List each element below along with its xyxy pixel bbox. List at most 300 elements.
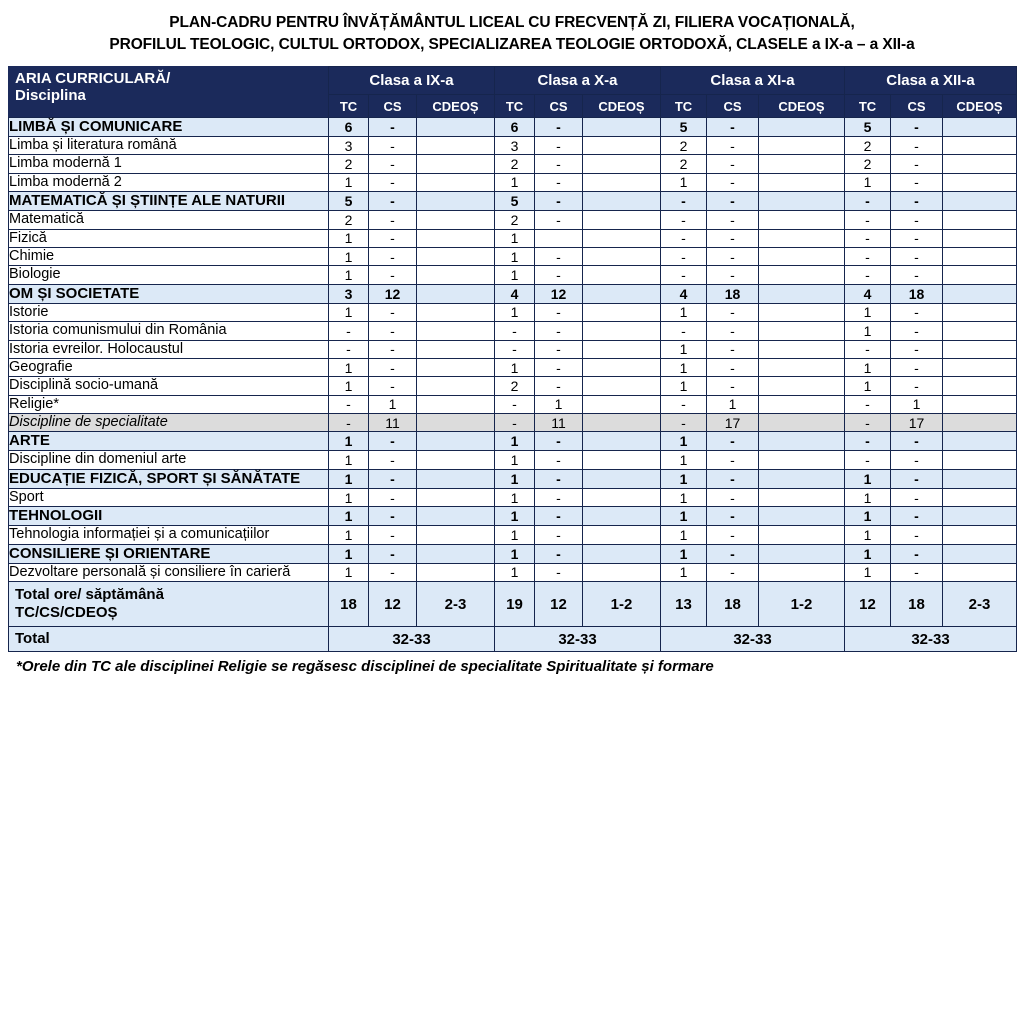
hours-cell: -	[707, 303, 759, 321]
hours-cell	[943, 340, 1017, 358]
hours-cell: 1	[329, 266, 369, 284]
curricular-area-label: ARTE	[9, 432, 329, 451]
hours-cell: -	[661, 192, 707, 211]
hours-cell: -	[707, 137, 759, 155]
total-cell: 2-3	[417, 582, 495, 627]
hours-cell: -	[661, 266, 707, 284]
hours-cell	[943, 266, 1017, 284]
hours-cell	[759, 451, 845, 469]
hours-cell: 1	[495, 432, 535, 451]
hours-cell: 11	[535, 414, 583, 432]
hours-cell	[759, 266, 845, 284]
hours-cell	[417, 395, 495, 413]
hours-cell	[759, 395, 845, 413]
hours-cell	[417, 137, 495, 155]
hours-cell: -	[845, 451, 891, 469]
hours-cell	[943, 526, 1017, 544]
hours-cell: -	[495, 414, 535, 432]
hours-cell: 1	[535, 395, 583, 413]
hours-cell: -	[535, 451, 583, 469]
hours-cell	[943, 322, 1017, 340]
hours-cell: 5	[495, 192, 535, 211]
hours-cell: 1	[329, 173, 369, 191]
hours-cell	[943, 488, 1017, 506]
hours-cell: -	[535, 563, 583, 581]
hours-cell: -	[845, 192, 891, 211]
table-row	[9, 563, 1017, 581]
hours-cell: 18	[707, 284, 759, 303]
hours-cell: 1	[369, 395, 417, 413]
table-row	[9, 414, 1017, 432]
discipline-label: Religie*	[9, 395, 329, 413]
hours-cell: -	[369, 118, 417, 137]
hours-cell	[583, 173, 661, 191]
discipline-label: Istorie	[9, 303, 329, 321]
grand-total-class-9: 32-33	[329, 627, 495, 652]
hours-cell: 1	[845, 544, 891, 563]
hours-cell	[759, 118, 845, 137]
hours-cell: 1	[495, 266, 535, 284]
header-cs-10: CS	[535, 95, 583, 118]
hours-cell: -	[535, 322, 583, 340]
hours-cell: -	[535, 118, 583, 137]
hours-cell	[583, 358, 661, 376]
hours-cell: 1	[329, 544, 369, 563]
hours-cell: 1	[329, 432, 369, 451]
hours-cell	[759, 284, 845, 303]
hours-cell: 1	[329, 563, 369, 581]
hours-cell: -	[707, 432, 759, 451]
hours-cell	[943, 358, 1017, 376]
hours-cell: -	[845, 340, 891, 358]
table-row	[9, 544, 1017, 563]
discipline-label: Matematică	[9, 211, 329, 229]
hours-cell: 1	[495, 526, 535, 544]
hours-cell: 1	[661, 563, 707, 581]
hours-cell: 1	[707, 395, 759, 413]
hours-cell: -	[707, 377, 759, 395]
hours-cell	[417, 284, 495, 303]
hours-cell: 1	[845, 377, 891, 395]
hours-cell	[759, 432, 845, 451]
table-footer	[9, 582, 1017, 652]
hours-cell: -	[535, 469, 583, 488]
hours-cell	[943, 118, 1017, 137]
hours-cell: -	[369, 526, 417, 544]
table-header-classes	[9, 67, 1017, 95]
table-row	[9, 303, 1017, 321]
hours-cell: -	[661, 322, 707, 340]
header-tc-9: TC	[329, 95, 369, 118]
header-area-curriculara	[9, 67, 329, 118]
hours-cell: -	[891, 469, 943, 488]
total-hours-row	[9, 582, 1017, 627]
hours-cell: -	[707, 192, 759, 211]
hours-cell: 1	[661, 173, 707, 191]
hours-cell	[417, 322, 495, 340]
hours-cell: -	[495, 395, 535, 413]
table-row	[9, 432, 1017, 451]
hours-cell: -	[329, 322, 369, 340]
hours-cell	[943, 432, 1017, 451]
hours-cell	[943, 469, 1017, 488]
hours-cell: -	[535, 507, 583, 526]
hours-cell: 1	[845, 322, 891, 340]
hours-cell: -	[845, 432, 891, 451]
hours-cell: -	[845, 229, 891, 247]
discipline-label: Chimie	[9, 247, 329, 265]
hours-cell: 1	[845, 526, 891, 544]
hours-cell	[759, 507, 845, 526]
hours-cell: -	[369, 432, 417, 451]
hours-cell	[583, 211, 661, 229]
hours-cell	[417, 526, 495, 544]
hours-cell: -	[535, 211, 583, 229]
hours-cell	[417, 229, 495, 247]
hours-cell	[759, 340, 845, 358]
hours-cell: -	[535, 340, 583, 358]
hours-cell	[759, 358, 845, 376]
hours-cell	[759, 526, 845, 544]
hours-cell: -	[369, 192, 417, 211]
total-cell: 1-2	[583, 582, 661, 627]
hours-cell	[943, 395, 1017, 413]
discipline-label: Limba și literatura română	[9, 137, 329, 155]
hours-cell	[583, 526, 661, 544]
hours-cell: -	[369, 563, 417, 581]
hours-cell: 1	[661, 451, 707, 469]
hours-cell: 1	[661, 432, 707, 451]
hours-cell: -	[707, 507, 759, 526]
hours-cell	[759, 414, 845, 432]
hours-cell	[417, 414, 495, 432]
total-hours-label-line-2: TC/CS/CDEOȘ	[15, 604, 118, 622]
hours-cell: 1	[495, 563, 535, 581]
hours-cell: -	[661, 247, 707, 265]
grand-total-label: Total	[9, 627, 329, 652]
hours-cell: -	[535, 303, 583, 321]
hours-cell	[417, 432, 495, 451]
hours-cell: -	[369, 247, 417, 265]
hours-cell	[583, 137, 661, 155]
table-row	[9, 377, 1017, 395]
hours-cell: -	[891, 488, 943, 506]
table-row	[9, 173, 1017, 191]
total-cell: 18	[329, 582, 369, 627]
hours-cell	[943, 414, 1017, 432]
hours-cell: 1	[845, 488, 891, 506]
grand-total-class-10: 32-33	[495, 627, 661, 652]
hours-cell: -	[891, 247, 943, 265]
hours-cell: -	[707, 155, 759, 173]
hours-cell: 1	[661, 488, 707, 506]
hours-cell	[759, 155, 845, 173]
hours-cell	[759, 488, 845, 506]
hours-cell	[943, 451, 1017, 469]
hours-cell: -	[707, 526, 759, 544]
hours-cell	[759, 173, 845, 191]
discipline-label: Biologie	[9, 266, 329, 284]
table-row	[9, 488, 1017, 506]
hours-cell: -	[329, 414, 369, 432]
page-title	[8, 12, 1016, 56]
table-row	[9, 526, 1017, 544]
hours-cell: -	[891, 340, 943, 358]
header-class-9: Clasa a IX-a	[329, 67, 495, 95]
total-cell: 13	[661, 582, 707, 627]
hours-cell	[759, 322, 845, 340]
hours-cell: 1	[495, 488, 535, 506]
table-row	[9, 247, 1017, 265]
hours-cell	[417, 563, 495, 581]
hours-cell	[583, 266, 661, 284]
hours-cell: -	[707, 488, 759, 506]
hours-cell: -	[535, 488, 583, 506]
hours-cell: -	[891, 451, 943, 469]
hours-cell	[583, 507, 661, 526]
hours-cell: 1	[661, 469, 707, 488]
hours-cell: 2	[495, 155, 535, 173]
hours-cell	[943, 173, 1017, 191]
header-cs-12: CS	[891, 95, 943, 118]
header-class-11: Clasa a XI-a	[661, 67, 845, 95]
hours-cell	[417, 377, 495, 395]
hours-cell: 1	[329, 469, 369, 488]
hours-cell: -	[891, 229, 943, 247]
hours-cell: -	[369, 488, 417, 506]
hours-cell: 1	[495, 303, 535, 321]
hours-cell: -	[707, 358, 759, 376]
hours-cell: -	[845, 266, 891, 284]
hours-cell: 3	[495, 137, 535, 155]
table-row	[9, 284, 1017, 303]
hours-cell: -	[891, 118, 943, 137]
hours-cell: -	[891, 358, 943, 376]
header-tc-11: TC	[661, 95, 707, 118]
hours-cell: 1	[329, 377, 369, 395]
hours-cell	[759, 544, 845, 563]
grand-total-class-12: 32-33	[845, 627, 1017, 652]
hours-cell: -	[891, 322, 943, 340]
discipline-label: Istoria comunismului din România	[9, 322, 329, 340]
hours-cell	[759, 137, 845, 155]
header-cs-9: CS	[369, 95, 417, 118]
page-title-line-1: PLAN-CADRU PENTRU ÎNVĂȚĂMÂNTUL LICEAL CU FRECVENȚĂ ZI, FILIERA VOCAȚIONALĂ,	[169, 14, 855, 31]
hours-cell: 1	[495, 173, 535, 191]
discipline-label: Tehnologia informației și a comunicațiilor	[9, 526, 329, 544]
hours-cell: 1	[495, 469, 535, 488]
header-class-12: Clasa a XII-a	[845, 67, 1017, 95]
hours-cell: 2	[845, 137, 891, 155]
hours-cell	[417, 469, 495, 488]
hours-cell	[417, 211, 495, 229]
hours-cell: -	[329, 340, 369, 358]
hours-cell: -	[661, 211, 707, 229]
hours-cell: -	[707, 322, 759, 340]
hours-cell: -	[891, 266, 943, 284]
hours-cell: 1	[845, 358, 891, 376]
table-row	[9, 395, 1017, 413]
total-cell: 18	[707, 582, 759, 627]
hours-cell: 1	[329, 303, 369, 321]
hours-cell: -	[845, 395, 891, 413]
hours-cell: -	[707, 563, 759, 581]
hours-cell: -	[369, 266, 417, 284]
hours-cell	[583, 488, 661, 506]
hours-cell: 1	[845, 507, 891, 526]
hours-cell: 1	[329, 451, 369, 469]
hours-cell: -	[661, 229, 707, 247]
hours-cell: -	[661, 395, 707, 413]
header-cdeos-9: CDEOȘ	[417, 95, 495, 118]
discipline-label: Geografie	[9, 358, 329, 376]
hours-cell: -	[369, 211, 417, 229]
hours-cell	[583, 432, 661, 451]
hours-cell: -	[369, 451, 417, 469]
hours-cell	[583, 284, 661, 303]
hours-cell: -	[369, 469, 417, 488]
curricular-area-label: OM ȘI SOCIETATE	[9, 284, 329, 303]
hours-cell: -	[891, 563, 943, 581]
hours-cell: 2	[845, 155, 891, 173]
hours-cell: -	[707, 544, 759, 563]
total-cell: 1-2	[759, 582, 845, 627]
page-title-line-2: PROFILUL TEOLOGIC, CULTUL ORTODOX, SPECIALIZAREA TEOLOGIE ORTODOXĂ, CLASELE a IX-a – a XII-a	[109, 36, 915, 53]
hours-cell: -	[369, 340, 417, 358]
hours-cell: -	[535, 173, 583, 191]
total-cell: 12	[535, 582, 583, 627]
table-row	[9, 192, 1017, 211]
hours-cell	[583, 322, 661, 340]
hours-cell	[583, 303, 661, 321]
hours-cell: 1	[845, 563, 891, 581]
header-cs-11: CS	[707, 95, 759, 118]
hours-cell: 18	[891, 284, 943, 303]
hours-cell	[417, 118, 495, 137]
hours-cell: -	[707, 229, 759, 247]
hours-cell: -	[707, 451, 759, 469]
hours-cell: -	[707, 340, 759, 358]
hours-cell: 1	[495, 247, 535, 265]
hours-cell: -	[535, 526, 583, 544]
header-area-line-2: Disciplina	[15, 87, 86, 105]
discipline-label: Disciplină socio-umană	[9, 377, 329, 395]
hours-cell	[943, 137, 1017, 155]
hours-cell	[417, 247, 495, 265]
hours-cell: 3	[329, 284, 369, 303]
hours-cell	[759, 211, 845, 229]
total-cell: 12	[369, 582, 417, 627]
hours-cell	[583, 229, 661, 247]
hours-cell: 1	[329, 507, 369, 526]
hours-cell: 1	[495, 229, 535, 247]
header-cdeos-10: CDEOȘ	[583, 95, 661, 118]
hours-cell	[943, 192, 1017, 211]
hours-cell: -	[891, 303, 943, 321]
hours-cell: 1	[661, 544, 707, 563]
hours-cell: -	[535, 155, 583, 173]
hours-cell: 12	[535, 284, 583, 303]
hours-cell: 12	[369, 284, 417, 303]
footnote-religion: *Orele din TC ale disciplinei Religie se regăsesc disciplinei de specialitate Spiritualitate și formare	[16, 658, 714, 676]
discipline-label: Discipline din domeniul arte	[9, 451, 329, 469]
hours-cell	[583, 395, 661, 413]
hours-cell	[943, 229, 1017, 247]
hours-cell: -	[495, 322, 535, 340]
hours-cell	[583, 544, 661, 563]
hours-cell: -	[707, 247, 759, 265]
hours-cell: 2	[661, 155, 707, 173]
hours-cell: -	[707, 266, 759, 284]
hours-cell: 1	[845, 303, 891, 321]
table-row	[9, 266, 1017, 284]
hours-cell	[943, 303, 1017, 321]
hours-cell	[417, 340, 495, 358]
hours-cell	[583, 118, 661, 137]
hours-cell	[759, 469, 845, 488]
hours-cell: -	[891, 507, 943, 526]
hours-cell: -	[369, 173, 417, 191]
curricular-area-label: MATEMATICĂ ȘI ȘTIINȚE ALE NATURII	[9, 192, 329, 211]
hours-cell: -	[891, 211, 943, 229]
hours-cell: 5	[329, 192, 369, 211]
hours-cell: -	[495, 340, 535, 358]
hours-cell	[759, 377, 845, 395]
hours-cell	[417, 155, 495, 173]
hours-cell	[417, 266, 495, 284]
hours-cell	[943, 247, 1017, 265]
hours-cell: -	[535, 266, 583, 284]
hours-cell: 2	[329, 211, 369, 229]
hours-cell	[417, 303, 495, 321]
discipline-label: Istoria evreilor. Holocaustul	[9, 340, 329, 358]
hours-cell	[583, 340, 661, 358]
total-cell: 2-3	[943, 582, 1017, 627]
discipline-label: Fizică	[9, 229, 329, 247]
hours-cell: -	[369, 303, 417, 321]
hours-cell: 5	[661, 118, 707, 137]
hours-cell: -	[535, 432, 583, 451]
hours-cell	[583, 469, 661, 488]
hours-cell	[417, 544, 495, 563]
table-row	[9, 155, 1017, 173]
curricular-area-label: EDUCAȚIE FIZICĂ, SPORT ȘI SĂNĂTATE	[9, 469, 329, 488]
hours-cell	[583, 451, 661, 469]
hours-cell: -	[845, 211, 891, 229]
grand-total-class-11: 32-33	[661, 627, 845, 652]
hours-cell: 1	[495, 544, 535, 563]
hours-cell	[943, 544, 1017, 563]
table-body	[9, 118, 1017, 582]
hours-cell	[417, 488, 495, 506]
hours-cell: -	[845, 247, 891, 265]
hours-cell: -	[369, 377, 417, 395]
hours-cell: 2	[495, 377, 535, 395]
header-class-10: Clasa a X-a	[495, 67, 661, 95]
hours-cell	[583, 563, 661, 581]
hours-cell	[417, 507, 495, 526]
curricular-area-label: LIMBĂ ȘI COMUNICARE	[9, 118, 329, 137]
hours-cell: 6	[329, 118, 369, 137]
hours-cell: -	[891, 544, 943, 563]
hours-cell	[583, 192, 661, 211]
hours-cell: 1	[495, 358, 535, 376]
total-cell: 12	[845, 582, 891, 627]
header-tc-12: TC	[845, 95, 891, 118]
hours-cell: -	[707, 211, 759, 229]
total-cell: 19	[495, 582, 535, 627]
table-row	[9, 507, 1017, 526]
